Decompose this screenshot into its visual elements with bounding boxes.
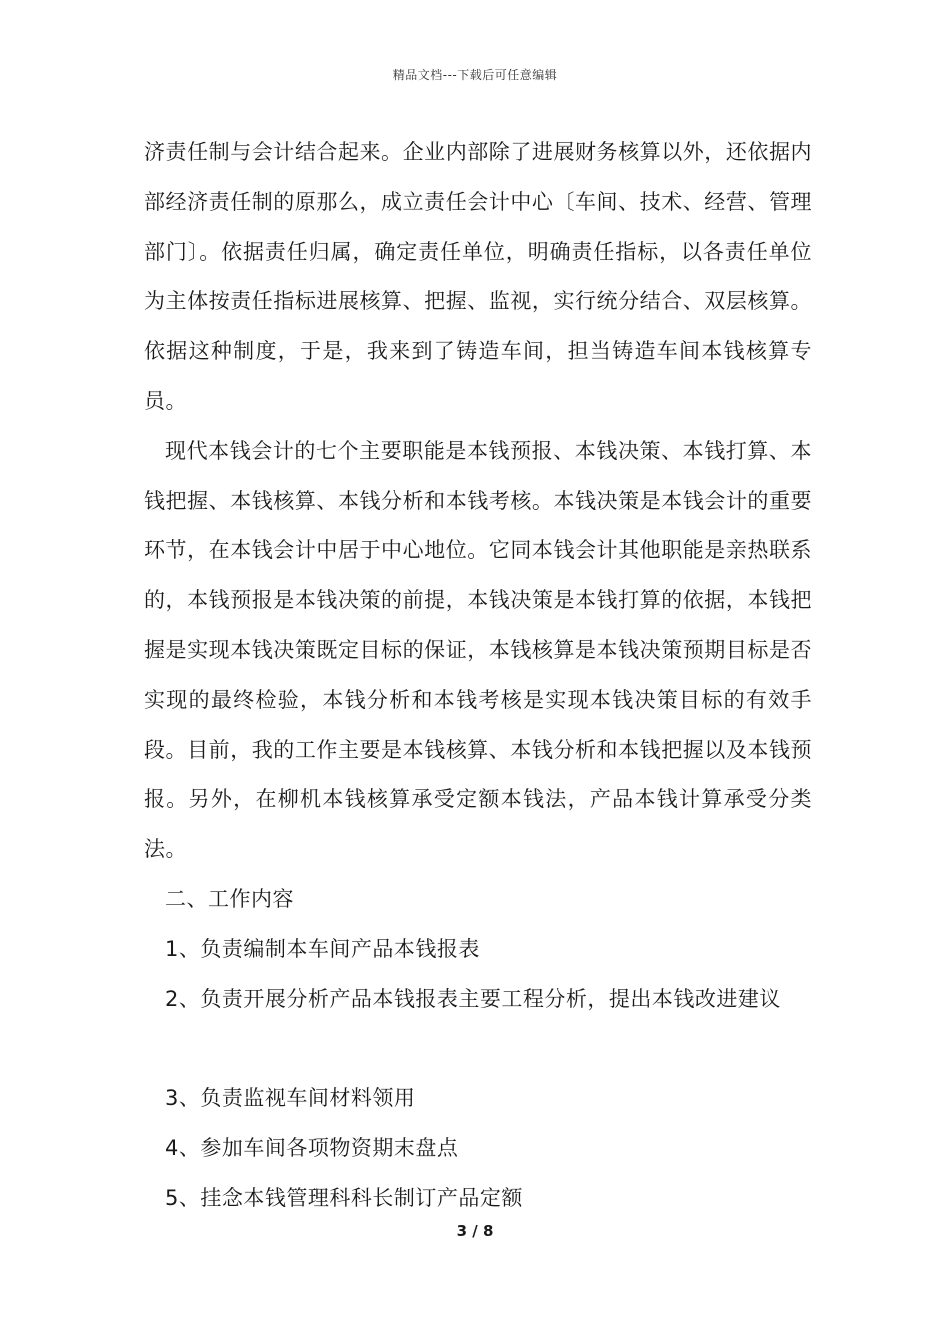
paragraph-2: 现代本钱会计的七个主要职能是本钱预报、本钱决策、本钱打算、本钱把握、本钱核算、本钱分析和本钱考核。本钱决策是本钱会计的重要环节，在本钱会计中居于中心地位。它同本钱会计其他职能是亲热联系的，本钱预报是本钱决策的前提，本钱决策是本钱打算的依据，本钱把握是实现本钱决策既定目标的保证，本钱核算是本钱决策预期目标是否实现的最终检验，本钱分析和本钱考核是实现本钱决策目标的有效手段。目前，我的工作主要是本钱核算、本钱分析和本钱把握以及本钱预报。另外，在柳机本钱核算承受定额本钱法，产品本钱计算承受分类法。 (144, 438, 812, 862)
section-heading: 二、工作内容 (165, 886, 294, 911)
list-item-5: 5、挂念本钱管理科科长制订产品定额 (165, 1185, 523, 1210)
paragraph-1: 济责任制与会计结合起来。企业内部除了进展财务核算以外，还依据内部经济责任制的原那么，成立责任会计中心〔车间、技术、经营、管理部门〕。依据责任归属，确定责任单位，明确责任指标，以各责任单位为主体按责任指标进展核算、把握、监视，实行统分结合、双层核算。依据这种制度，于是，我来到了铸造车间，担当铸造车间本钱核算专员。 (144, 140, 812, 413)
document-body (144, 128, 812, 1224)
page-header: 精品文档---下载后可任意编辑 (392, 68, 558, 82)
list-item-3: 3、负责监视车间材料领用 (165, 1086, 416, 1111)
blank-line (144, 1024, 812, 1074)
list-item-2: 2、负责开展分析产品本钱报表主要工程分析，提出本钱改进建议 (165, 986, 781, 1011)
list-item-4: 4、参加车间各项物资期末盘点 (165, 1135, 459, 1160)
page-number: 3 / 8 (456, 1222, 494, 1240)
list-item-1: 1、负责编制本车间产品本钱报表 (165, 936, 480, 961)
